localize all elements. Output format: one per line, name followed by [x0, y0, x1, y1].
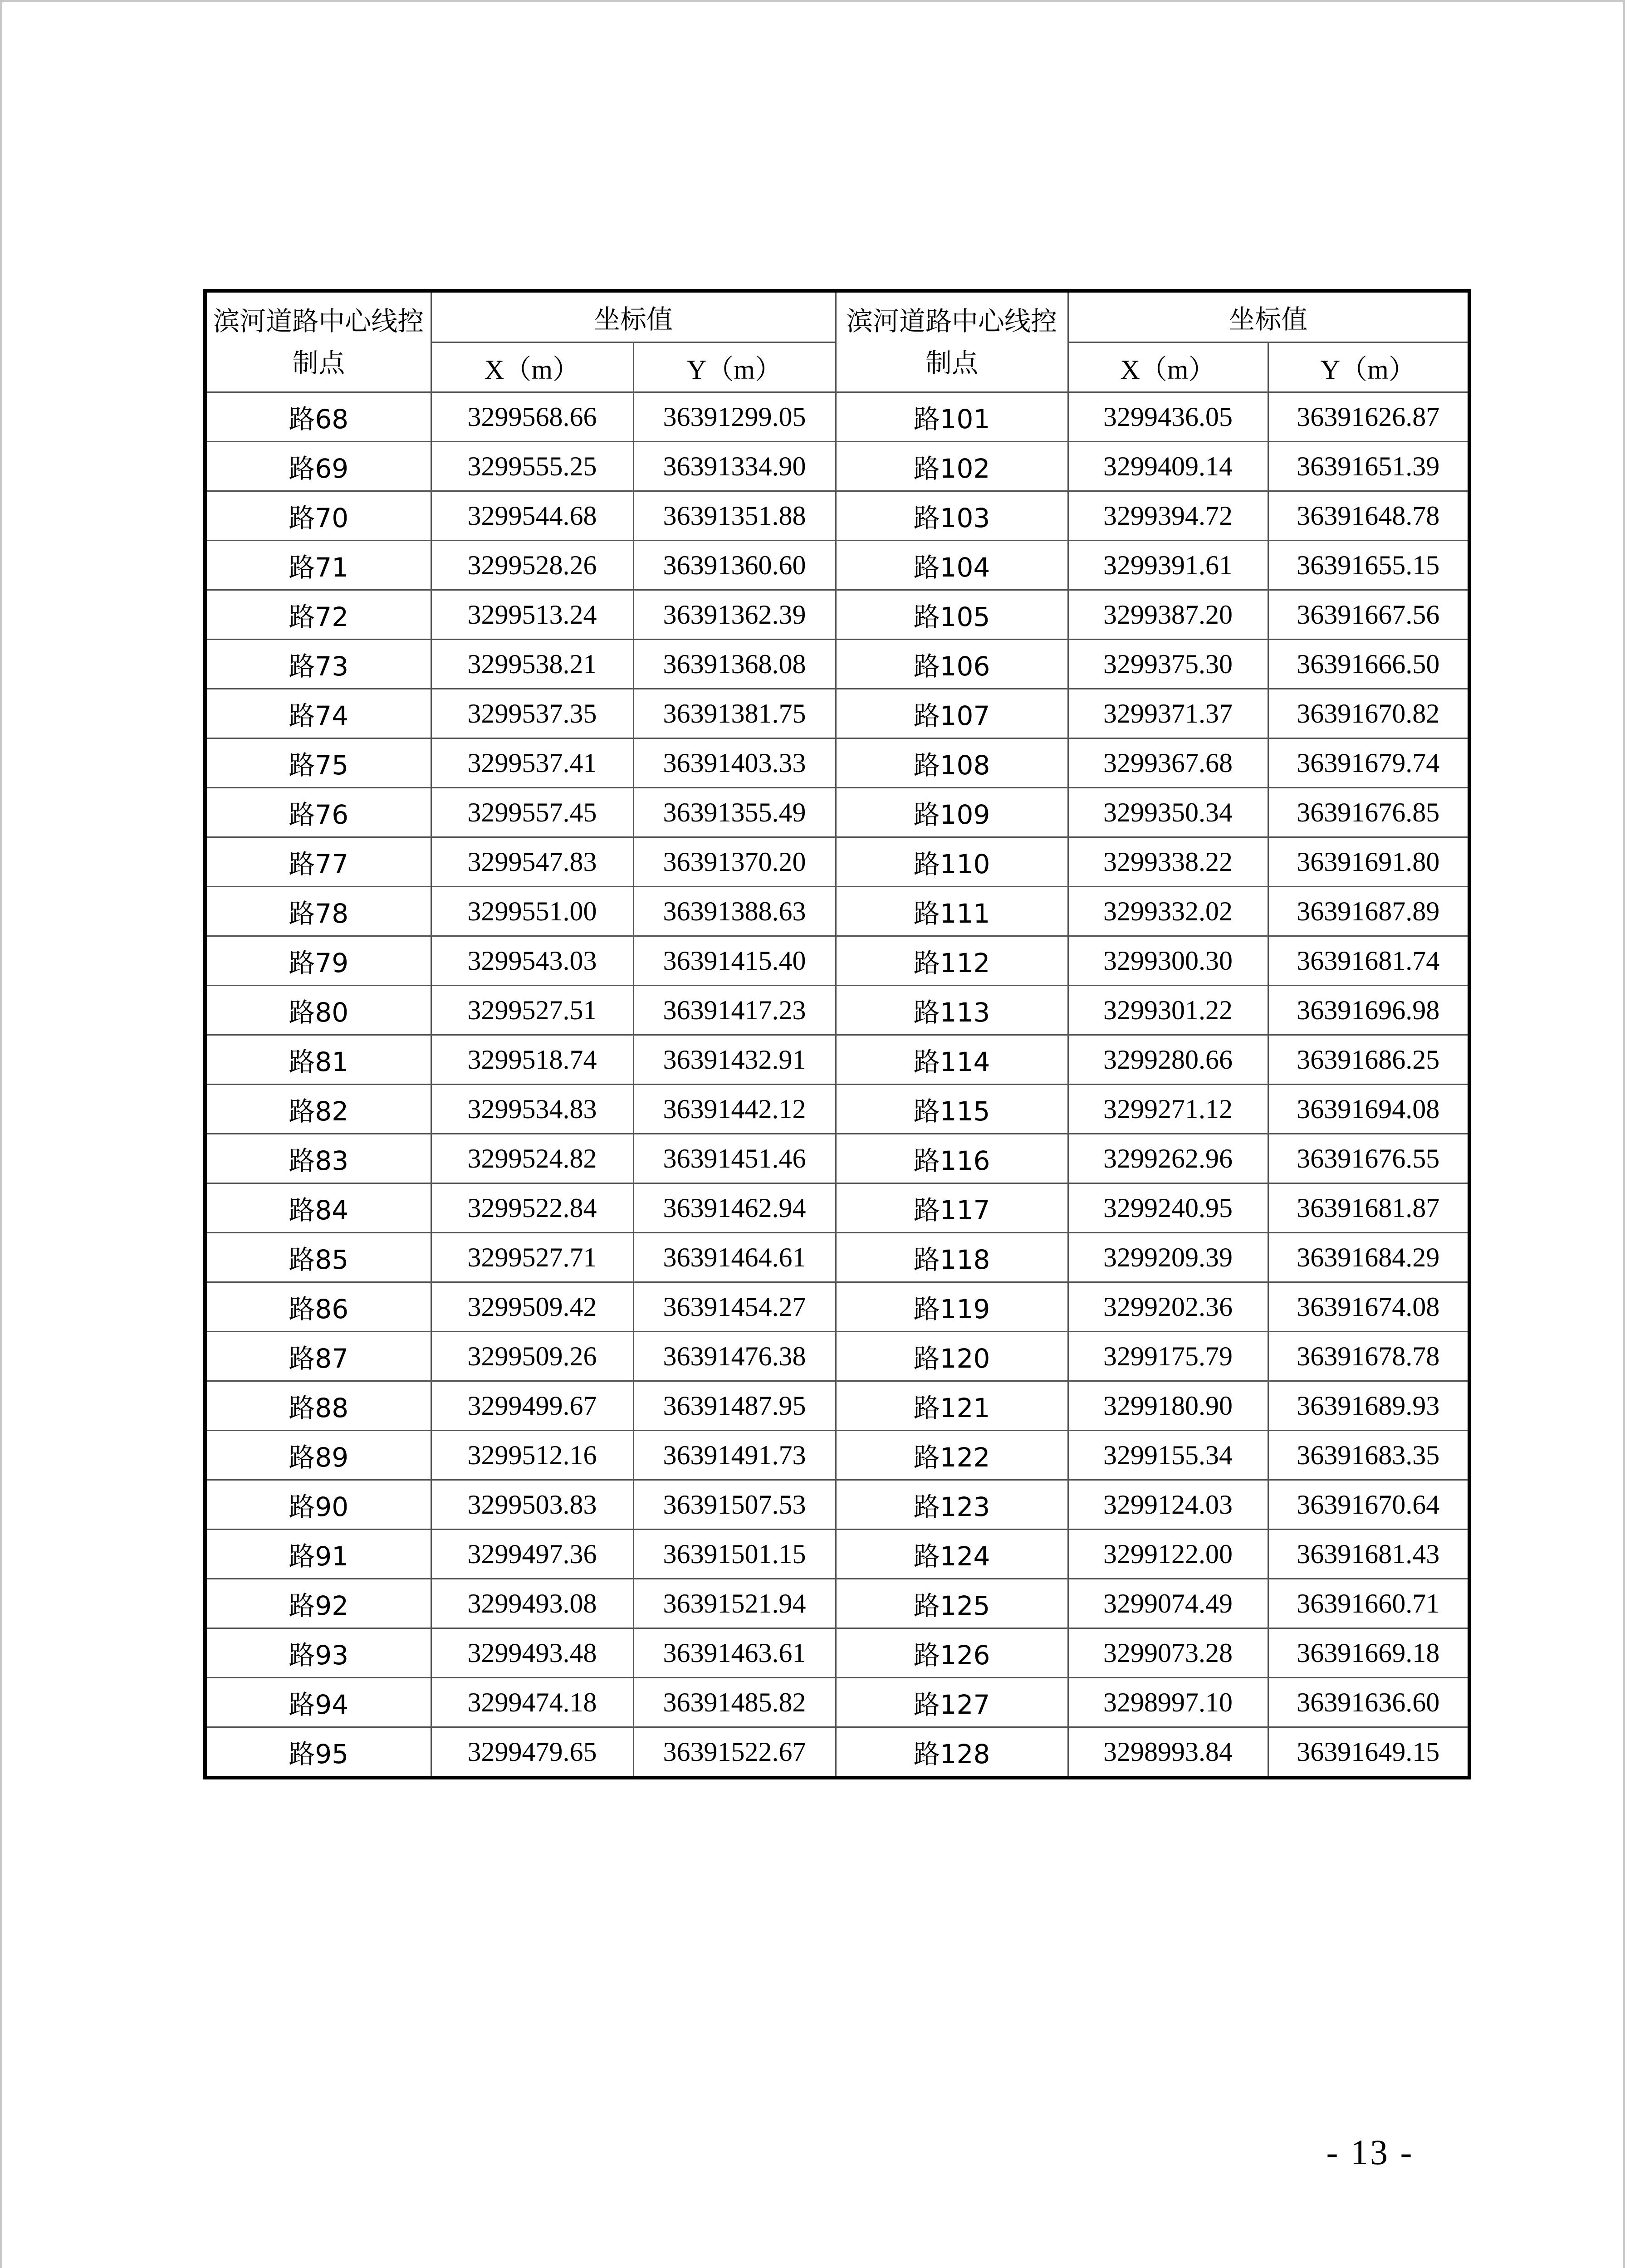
- right-control-point-cell: 路119: [836, 1282, 1068, 1332]
- table-row: [205, 788, 1469, 837]
- right-y-cell: 36391648.78: [1268, 491, 1469, 541]
- left-control-point-cell: 路92: [205, 1579, 431, 1628]
- right-y-cell: 36391678.78: [1268, 1332, 1469, 1381]
- left-control-point-cell: 路80: [205, 986, 431, 1035]
- right-x-header: X（m）: [1068, 342, 1268, 392]
- right-control-point-cell: 路108: [836, 738, 1068, 788]
- left-control-point-cell: 路85: [205, 1233, 431, 1282]
- right-control-point-cell: 路101: [836, 392, 1068, 442]
- right-control-point-cell: 路118: [836, 1233, 1068, 1282]
- left-control-point-cell: 路90: [205, 1480, 431, 1530]
- left-x-cell: 3299538.21: [431, 640, 633, 689]
- left-x-cell: 3299555.25: [431, 442, 633, 491]
- table-row: [205, 1628, 1469, 1678]
- left-y-cell: 36391442.12: [633, 1085, 836, 1134]
- page-number: - 13 -: [1326, 2132, 1414, 2172]
- right-y-cell: 36391626.87: [1268, 392, 1469, 442]
- left-y-cell: 36391487.95: [633, 1381, 836, 1431]
- table-header-row: [205, 291, 1469, 342]
- left-control-point-cell: 路74: [205, 689, 431, 738]
- left-x-cell: 3299551.00: [431, 887, 633, 936]
- left-coordinate-header: 坐标值: [431, 291, 836, 342]
- left-y-cell: 36391362.39: [633, 590, 836, 640]
- right-y-cell: 36391655.15: [1268, 541, 1469, 590]
- left-y-cell: 36391491.73: [633, 1431, 836, 1480]
- right-y-cell: 36391651.39: [1268, 442, 1469, 491]
- table-row: [205, 491, 1469, 541]
- left-control-point-cell: 路79: [205, 936, 431, 986]
- table-row: [205, 1431, 1469, 1480]
- right-x-cell: 3299280.66: [1068, 1035, 1268, 1085]
- left-control-point-cell: 路68: [205, 392, 431, 442]
- right-x-cell: 3299074.49: [1068, 1579, 1268, 1628]
- right-x-cell: 3299209.39: [1068, 1233, 1268, 1282]
- table-row: [205, 442, 1469, 491]
- left-x-cell: 3299499.67: [431, 1381, 633, 1431]
- right-y-cell: 36391679.74: [1268, 738, 1469, 788]
- left-y-cell: 36391485.82: [633, 1678, 836, 1727]
- right-x-cell: 3299436.05: [1068, 392, 1268, 442]
- coordinate-table: [203, 289, 1471, 1779]
- left-x-cell: 3299568.66: [431, 392, 633, 442]
- left-y-cell: 36391368.08: [633, 640, 836, 689]
- table-row: [205, 1480, 1469, 1530]
- table-row: [205, 837, 1469, 887]
- right-x-cell: 3299375.30: [1068, 640, 1268, 689]
- right-y-cell: 36391681.74: [1268, 936, 1469, 986]
- right-y-cell: 36391681.43: [1268, 1530, 1469, 1579]
- left-control-point-header: 滨河道路中心线控制点: [205, 291, 431, 392]
- right-x-cell: 3299122.00: [1068, 1530, 1268, 1579]
- right-y-cell: 36391676.85: [1268, 788, 1469, 837]
- left-x-cell: 3299493.48: [431, 1628, 633, 1678]
- table-row: [205, 887, 1469, 936]
- right-y-cell: 36391670.64: [1268, 1480, 1469, 1530]
- right-control-point-cell: 路109: [836, 788, 1068, 837]
- left-y-cell: 36391501.15: [633, 1530, 836, 1579]
- left-y-cell: 36391334.90: [633, 442, 836, 491]
- right-x-cell: 3299180.90: [1068, 1381, 1268, 1431]
- table-row: [205, 1183, 1469, 1233]
- right-control-point-cell: 路103: [836, 491, 1068, 541]
- right-x-cell: 3299350.34: [1068, 788, 1268, 837]
- right-control-point-cell: 路122: [836, 1431, 1068, 1480]
- table-row: [205, 936, 1469, 986]
- left-control-point-cell: 路94: [205, 1678, 431, 1727]
- right-x-cell: 3299262.96: [1068, 1134, 1268, 1183]
- right-control-point-cell: 路107: [836, 689, 1068, 738]
- table-row: [205, 1085, 1469, 1134]
- left-x-cell: 3299537.41: [431, 738, 633, 788]
- table-row: [205, 1727, 1469, 1778]
- right-x-cell: 3299175.79: [1068, 1332, 1268, 1381]
- right-y-cell: 36391691.80: [1268, 837, 1469, 887]
- left-x-cell: 3299543.03: [431, 936, 633, 986]
- table-row: [205, 392, 1469, 442]
- left-y-cell: 36391463.61: [633, 1628, 836, 1678]
- left-control-point-cell: 路75: [205, 738, 431, 788]
- table-row: [205, 640, 1469, 689]
- table-row: [205, 1282, 1469, 1332]
- left-control-point-cell: 路95: [205, 1727, 431, 1778]
- left-x-cell: 3299527.51: [431, 986, 633, 1035]
- left-y-cell: 36391432.91: [633, 1035, 836, 1085]
- left-control-point-cell: 路77: [205, 837, 431, 887]
- left-y-cell: 36391370.20: [633, 837, 836, 887]
- right-y-cell: 36391683.35: [1268, 1431, 1469, 1480]
- left-y-cell: 36391451.46: [633, 1134, 836, 1183]
- right-y-cell: 36391669.18: [1268, 1628, 1469, 1678]
- right-y-cell: 36391674.08: [1268, 1282, 1469, 1332]
- right-x-cell: 3299300.30: [1068, 936, 1268, 986]
- table-row: [205, 1134, 1469, 1183]
- right-control-point-cell: 路128: [836, 1727, 1068, 1778]
- left-y-cell: 36391462.94: [633, 1183, 836, 1233]
- right-x-cell: 3299301.22: [1068, 986, 1268, 1035]
- right-control-point-cell: 路106: [836, 640, 1068, 689]
- right-x-cell: 3299371.37: [1068, 689, 1268, 738]
- left-y-cell: 36391403.33: [633, 738, 836, 788]
- right-control-point-cell: 路113: [836, 986, 1068, 1035]
- left-y-cell: 36391521.94: [633, 1579, 836, 1628]
- right-control-point-cell: 路115: [836, 1085, 1068, 1134]
- left-control-point-cell: 路71: [205, 541, 431, 590]
- left-y-cell: 36391299.05: [633, 392, 836, 442]
- table-row: [205, 1381, 1469, 1431]
- right-control-point-cell: 路114: [836, 1035, 1068, 1085]
- left-x-cell: 3299528.26: [431, 541, 633, 590]
- right-control-point-cell: 路116: [836, 1134, 1068, 1183]
- right-x-cell: 3299202.36: [1068, 1282, 1268, 1332]
- left-control-point-cell: 路73: [205, 640, 431, 689]
- right-control-point-cell: 路117: [836, 1183, 1068, 1233]
- right-x-cell: 3299391.61: [1068, 541, 1268, 590]
- left-x-cell: 3299547.83: [431, 837, 633, 887]
- left-x-cell: 3299537.35: [431, 689, 633, 738]
- left-x-cell: 3299503.83: [431, 1480, 633, 1530]
- right-x-cell: 3299387.20: [1068, 590, 1268, 640]
- right-control-point-cell: 路102: [836, 442, 1068, 491]
- right-control-point-cell: 路110: [836, 837, 1068, 887]
- left-x-cell: 3299509.42: [431, 1282, 633, 1332]
- right-x-cell: 3299367.68: [1068, 738, 1268, 788]
- right-x-cell: 3299332.02: [1068, 887, 1268, 936]
- left-x-cell: 3299513.24: [431, 590, 633, 640]
- left-y-cell: 36391415.40: [633, 936, 836, 986]
- left-x-cell: 3299509.26: [431, 1332, 633, 1381]
- left-x-cell: 3299524.82: [431, 1134, 633, 1183]
- right-control-point-cell: 路126: [836, 1628, 1068, 1678]
- left-x-cell: 3299557.45: [431, 788, 633, 837]
- left-y-cell: 36391507.53: [633, 1480, 836, 1530]
- right-y-cell: 36391676.55: [1268, 1134, 1469, 1183]
- left-y-cell: 36391454.27: [633, 1282, 836, 1332]
- right-y-cell: 36391689.93: [1268, 1381, 1469, 1431]
- right-x-cell: 3299073.28: [1068, 1628, 1268, 1678]
- left-x-cell: 3299493.08: [431, 1579, 633, 1628]
- left-control-point-cell: 路69: [205, 442, 431, 491]
- left-control-point-cell: 路72: [205, 590, 431, 640]
- left-control-point-cell: 路91: [205, 1530, 431, 1579]
- left-y-cell: 36391388.63: [633, 887, 836, 936]
- table-row: [205, 738, 1469, 788]
- table-row: [205, 541, 1469, 590]
- left-control-point-cell: 路81: [205, 1035, 431, 1085]
- right-y-cell: 36391694.08: [1268, 1085, 1469, 1134]
- right-x-cell: 3299271.12: [1068, 1085, 1268, 1134]
- right-y-cell: 36391660.71: [1268, 1579, 1469, 1628]
- left-x-cell: 3299497.36: [431, 1530, 633, 1579]
- left-control-point-cell: 路88: [205, 1381, 431, 1431]
- table-row: [205, 1678, 1469, 1727]
- right-y-header: Y（m）: [1268, 342, 1469, 392]
- right-coordinate-header: 坐标值: [1068, 291, 1469, 342]
- right-y-cell: 36391681.87: [1268, 1183, 1469, 1233]
- right-control-point-cell: 路127: [836, 1678, 1068, 1727]
- table-row: [205, 1579, 1469, 1628]
- right-y-cell: 36391649.15: [1268, 1727, 1469, 1778]
- table-row: [205, 1035, 1469, 1085]
- table-body: [205, 392, 1469, 1778]
- right-control-point-header: 滨河道路中心线控制点: [836, 291, 1068, 392]
- right-control-point-cell: 路124: [836, 1530, 1068, 1579]
- right-x-cell: 3299240.95: [1068, 1183, 1268, 1233]
- right-control-point-cell: 路111: [836, 887, 1068, 936]
- right-control-point-cell: 路105: [836, 590, 1068, 640]
- left-y-cell: 36391417.23: [633, 986, 836, 1035]
- right-x-cell: 3299155.34: [1068, 1431, 1268, 1480]
- left-control-point-cell: 路82: [205, 1085, 431, 1134]
- right-y-cell: 36391670.82: [1268, 689, 1469, 738]
- left-x-cell: 3299527.71: [431, 1233, 633, 1282]
- right-control-point-cell: 路112: [836, 936, 1068, 986]
- right-y-cell: 36391636.60: [1268, 1678, 1469, 1727]
- left-x-cell: 3299534.83: [431, 1085, 633, 1134]
- right-x-cell: 3299124.03: [1068, 1480, 1268, 1530]
- left-x-cell: 3299544.68: [431, 491, 633, 541]
- left-control-point-cell: 路87: [205, 1332, 431, 1381]
- right-x-cell: 3299409.14: [1068, 442, 1268, 491]
- left-control-point-cell: 路83: [205, 1134, 431, 1183]
- right-control-point-cell: 路125: [836, 1579, 1068, 1628]
- left-control-point-cell: 路70: [205, 491, 431, 541]
- left-x-cell: 3299518.74: [431, 1035, 633, 1085]
- right-y-cell: 36391666.50: [1268, 640, 1469, 689]
- left-y-header: Y（m）: [633, 342, 836, 392]
- table-row: [205, 590, 1469, 640]
- right-control-point-cell: 路123: [836, 1480, 1068, 1530]
- left-x-cell: 3299512.16: [431, 1431, 633, 1480]
- right-control-point-cell: 路120: [836, 1332, 1068, 1381]
- right-x-cell: 3298997.10: [1068, 1678, 1268, 1727]
- right-y-cell: 36391684.29: [1268, 1233, 1469, 1282]
- left-y-cell: 36391355.49: [633, 788, 836, 837]
- table-row: [205, 1233, 1469, 1282]
- right-x-cell: 3298993.84: [1068, 1727, 1268, 1778]
- left-control-point-cell: 路76: [205, 788, 431, 837]
- left-control-point-cell: 路84: [205, 1183, 431, 1233]
- left-y-cell: 36391476.38: [633, 1332, 836, 1381]
- left-y-cell: 36391522.67: [633, 1727, 836, 1778]
- table-row: [205, 1530, 1469, 1579]
- right-y-cell: 36391696.98: [1268, 986, 1469, 1035]
- left-y-cell: 36391381.75: [633, 689, 836, 738]
- right-y-cell: 36391667.56: [1268, 590, 1469, 640]
- right-y-cell: 36391687.89: [1268, 887, 1469, 936]
- table-row: [205, 1332, 1469, 1381]
- table-row: [205, 689, 1469, 738]
- table-row: [205, 986, 1469, 1035]
- right-y-cell: 36391686.25: [1268, 1035, 1469, 1085]
- left-x-cell: 3299479.65: [431, 1727, 633, 1778]
- right-x-cell: 3299338.22: [1068, 837, 1268, 887]
- left-y-cell: 36391464.61: [633, 1233, 836, 1282]
- left-y-cell: 36391351.88: [633, 491, 836, 541]
- left-control-point-cell: 路89: [205, 1431, 431, 1480]
- right-x-cell: 3299394.72: [1068, 491, 1268, 541]
- left-control-point-cell: 路86: [205, 1282, 431, 1332]
- left-control-point-cell: 路78: [205, 887, 431, 936]
- left-y-cell: 36391360.60: [633, 541, 836, 590]
- right-control-point-cell: 路104: [836, 541, 1068, 590]
- left-x-cell: 3299522.84: [431, 1183, 633, 1233]
- left-control-point-cell: 路93: [205, 1628, 431, 1678]
- right-control-point-cell: 路121: [836, 1381, 1068, 1431]
- left-x-header: X（m）: [431, 342, 633, 392]
- left-x-cell: 3299474.18: [431, 1678, 633, 1727]
